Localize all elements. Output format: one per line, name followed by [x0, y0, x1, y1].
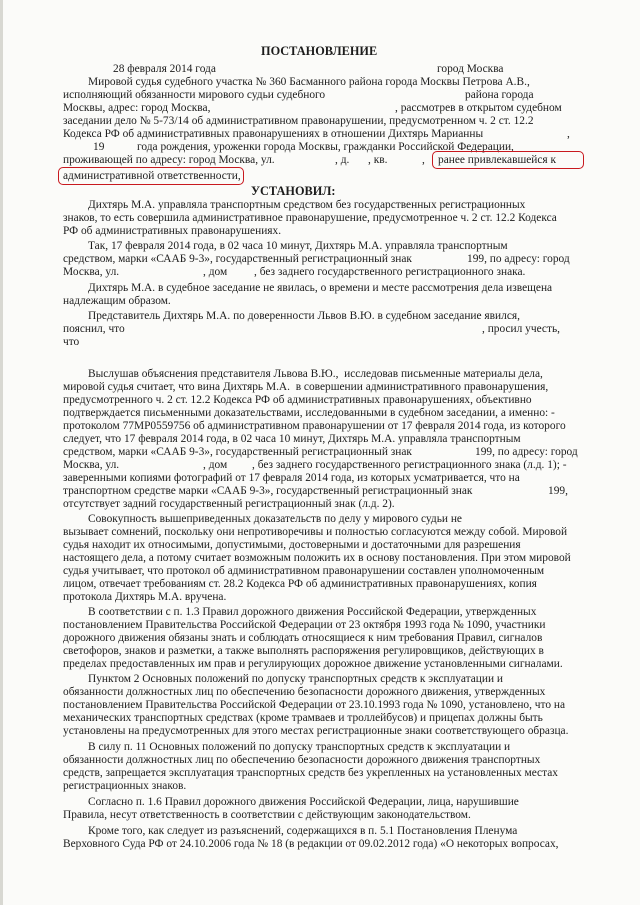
paragraph-line: обязанности должностных лиц по обеспечению безопасности дорожного движения, утвержденных — [63, 686, 546, 698]
paragraph-line: регистрационных знаков. — [63, 780, 187, 792]
paragraph-line: протокола Дихтярь М.А. вручена. — [63, 591, 227, 603]
paragraph-line: Согласно п. 1.6 Правил дорожного движения Российской Федерации, лица, нарушившие — [88, 796, 519, 808]
paragraph-line: , просил учесть, — [482, 323, 560, 335]
intro-line: проживающей по адресу: город Москва, ул. — [63, 154, 275, 166]
intro-line: Мировой судья судебного участка № 360 Басманного района города Москвы Петрова А.В., — [88, 76, 530, 88]
paragraph-line: механических транспортных средствах (кроме трамваев и троллейбусов) и прицепах должны быть — [63, 712, 543, 724]
paragraph-line: Москва, ул. — [63, 266, 120, 278]
paragraph-line: Совокупность вышеприведенных доказательств по делу у мирового судьи не — [88, 513, 462, 525]
paragraph-line: Представитель Дихтярь М.А. по доверенности Львов В.Ю. в судебном заседание явился, — [88, 310, 520, 322]
paragraph-line: 199, по адресу: город — [475, 446, 578, 458]
paragraph-line: заверенными копиями фотографий от 17 февраля 2014 года, из которых усматривается, что на — [63, 472, 520, 484]
intro-line: , кв. — [368, 154, 388, 166]
intro-line: , д. — [335, 154, 350, 166]
paragraph-line: Кроме того, как следует из разъяснений, содержащихся в п. 5.1 Постановления Пленума — [88, 825, 518, 837]
paragraph-line: судья учитывает, что протокол об административном правонарушении составлен уполномоченным — [63, 565, 545, 577]
intro-line: года рождения, уроженки города Москвы, гражданки Российской Федерации, — [137, 141, 514, 153]
paragraph-line: подтверждается письменными доказательствами, исследованными в судебном заседании, а именно: - — [63, 407, 555, 419]
paragraph-line: В соответствии с п. 1.3 Правил дорожного движения Российской Федерации, утвержденных — [88, 606, 537, 618]
paragraph-line: пределах предоставленных им прав и регулирующих дорожное движение установленными сигналами. — [63, 658, 563, 670]
paragraph-line: следует, что 17 февраля 2014 года, в 02 часа 10 минут, Дихтярь М.А. управляла транспортным — [63, 433, 521, 445]
paragraph-line: дорожного движения обязаны знать и соблюдать относящиеся к ним требования Правил, сигналов — [63, 632, 543, 644]
paragraph-line: Верховного Суда РФ от 24.10.2006 года № 18 (в редакции от 09.02.2012 года) «О некоторых вопросах, — [63, 838, 559, 850]
highlighted-text: административной ответственности, — [63, 170, 241, 182]
paragraph-line: обязанности должностных лиц по обеспечению безопасности дорожного движения транспортных — [63, 754, 541, 766]
intro-line: исполняющий обязанности мирового судьи судебного — [63, 89, 326, 101]
paragraph-line: предусмотренного ч. 2 ст. 12.2 Кодекса РФ об административных правонарушениях, объективно — [63, 394, 532, 406]
intro-line: Кодекса РФ об административных правонарушениях в отношении Дихтярь Марианны — [63, 128, 484, 140]
paragraph-line: В силу п. 11 Основных положений по допуску транспортных средств к эксплуатации и — [88, 741, 511, 753]
paragraph-line: мировой судья считает, что вина Дихтярь М.А. в совершении административного правонарушения, — [63, 381, 549, 393]
paragraph-line: пояснил, что — [63, 323, 125, 335]
paragraph-line: Выслушав объяснения представителя Львова В.Ю., исследовав письменные материалы дела, — [88, 368, 543, 380]
paragraph-line: надлежащим образом. — [63, 295, 171, 307]
document-date: 28 февраля 2014 года — [113, 63, 216, 75]
document-title: ПОСТАНОВЛЕНИЕ — [261, 44, 378, 58]
intro-line: заседании дело № 5-73/14 об административном правонарушении, предусмотренном ч. 2 ст. 12.2 — [63, 115, 534, 127]
paragraph-line: средством, марки «СААБ 9-3», государственный регистрационный знак — [63, 253, 412, 265]
section-heading: УСТАНОВИЛ: — [251, 184, 336, 198]
paragraph-line: Москва, ул. — [63, 459, 120, 471]
paragraph-line: что — [63, 336, 80, 348]
paragraph-line: судья находит их относимыми, допустимыми, достоверными и достаточными для разрешения — [63, 539, 521, 551]
paragraph-line: Так, 17 февраля 2014 года, в 02 часа 10 минут, Дихтярь М.А. управляла транспортным — [88, 240, 508, 252]
document-city: город Москва — [437, 63, 504, 75]
red-highlight-box — [432, 151, 584, 169]
paragraph-line: отсутствует задний государственный регистрационный знак (л.д. 2). — [63, 498, 395, 510]
paragraph-line: РФ об административных правонарушениях. — [63, 225, 282, 237]
paragraph-line: знаков, то есть совершила административное правонарушение, предусмотренное ч. 2 ст. 12.2 Кодекса — [63, 212, 557, 224]
paragraph-line: установлены на предусмотренных для этого местах регистрационные знаки соответствующего образца. — [63, 725, 569, 737]
paragraph-line: Пунктом 2 Основных положений по допуску транспортных средств к эксплуатации и — [88, 673, 503, 685]
paragraph-line: вызывает сомнений, поскольку они непротиворечивы и полностью согласуются между собой. Мировой — [63, 526, 568, 538]
paragraph-line: , без заднего государственного регистрационного знака. — [254, 266, 526, 278]
paragraph-line: Дихтярь М.А. в судебное заседание не явилась, о времени и месте рассмотрения дела извещена — [88, 282, 553, 294]
paragraph-line: Правила, несут ответственность в соответствии с действующим законодательством. — [63, 809, 471, 821]
paragraph-line: , дом — [203, 266, 228, 278]
paragraph-line: средств, запрещается эксплуатация транспортных средств без укрепленных на установленных местах — [63, 767, 558, 779]
paragraph-line: постановлением Правительства Российской Федерации от 23 октября 1993 года № 1090, участники — [63, 619, 546, 631]
intro-line: Москвы, адрес: город Москва, — [63, 102, 211, 114]
intro-line: , — [422, 154, 425, 166]
intro-line: района города — [465, 89, 534, 101]
red-highlight-box — [58, 167, 244, 185]
intro-line: 19 — [93, 141, 105, 153]
paragraph-line: Дихтярь М.А. управляла транспортным средством без государственных регистрационных — [88, 199, 526, 211]
paragraph-line: лицом, отвечает требованиям ст. 28.2 Кодекса РФ об административных правонарушениях, копия — [63, 578, 537, 590]
paragraph-line: 199, — [548, 485, 568, 497]
intro-line: , рассмотрев в открытом судебном — [395, 102, 562, 114]
paragraph-line: 199, по адресу: город — [467, 253, 570, 265]
scan-edge — [0, 0, 3, 905]
paragraph-line: светофоров, знаков и разметки, а также выполнять распоряжения регулировщиков, действующих в — [63, 645, 544, 657]
paragraph-line: , без заднего государственного регистрационного знака (л.д. 1); - — [252, 459, 567, 471]
paragraph-line: средством, марки «СААБ 9-3», государственный регистрационный знак — [63, 446, 412, 458]
paragraph-line: транспортном средстве марки «СААБ 9-3», государственный регистрационный знак — [63, 485, 473, 497]
paragraph-line: постановлением Правительства Российской Федерации от 23.10.1993 года № 1090, установлено, что на — [63, 699, 566, 711]
paragraph-line: , дом — [203, 459, 228, 471]
intro-line: , — [567, 128, 570, 140]
paragraph-line: протоколом 77МР0559756 об административном правонарушении от 17 февраля 2014 года, из которого — [63, 420, 566, 432]
paragraph-line: настоящего дела, а потому считает возможным положить их в основу постановления. При этом мировой — [63, 552, 571, 564]
highlighted-text: ранее привлекавшейся к — [438, 154, 557, 166]
